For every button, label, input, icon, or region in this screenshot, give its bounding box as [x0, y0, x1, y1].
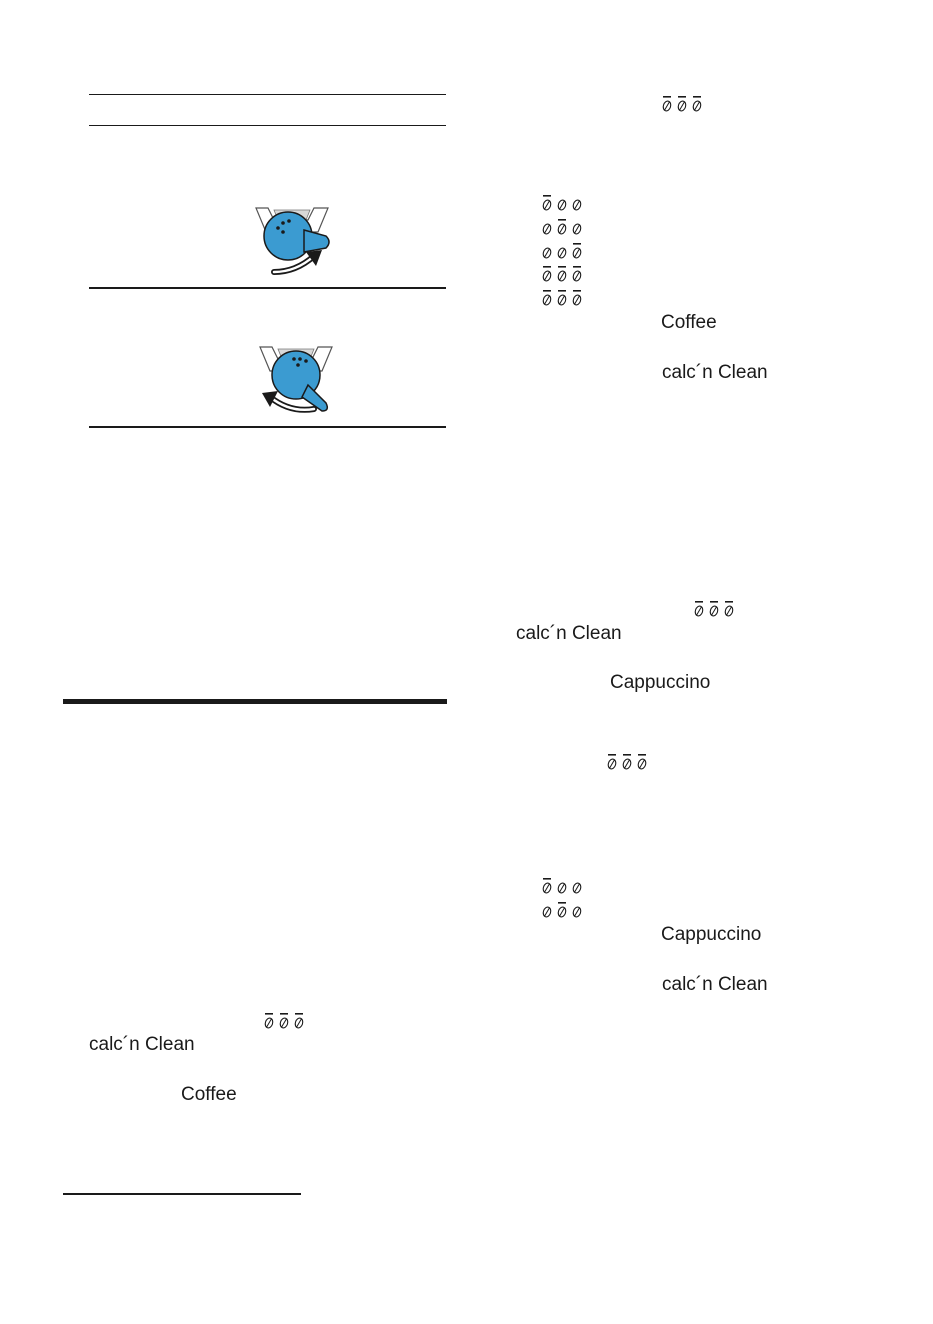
table-row-rule	[89, 287, 446, 289]
bean-row-list-a-4	[541, 266, 583, 282]
coffee-bean-icon	[556, 266, 568, 282]
coffee-label-left: Coffee	[181, 1084, 237, 1105]
bean-row-list-a-3	[541, 243, 583, 259]
spout-rotate-clockwise-icon	[252, 206, 332, 276]
coffee-bean-icon	[293, 1013, 305, 1029]
coffee-bean-icon	[571, 902, 583, 918]
calc-clean-label-right-1: calc´n Clean	[662, 362, 768, 383]
coffee-bean-icon	[571, 878, 583, 894]
coffee-bean-icon	[556, 878, 568, 894]
table-bottom-rule	[89, 426, 446, 428]
bean-row-left-low	[263, 1013, 305, 1029]
bean-row-list-a-2	[541, 219, 583, 235]
section-heading-rule	[63, 699, 447, 704]
coffee-bean-icon	[723, 601, 735, 617]
coffee-bean-icon	[541, 878, 553, 894]
table-top-rule	[89, 94, 446, 95]
coffee-bean-icon	[571, 290, 583, 306]
coffee-bean-icon	[708, 601, 720, 617]
bean-row-list-b-2	[541, 902, 583, 918]
coffee-bean-icon	[278, 1013, 290, 1029]
footnote-separator	[63, 1193, 301, 1195]
coffee-bean-icon	[556, 195, 568, 211]
coffee-bean-icon	[541, 290, 553, 306]
coffee-bean-icon	[556, 219, 568, 235]
coffee-bean-icon	[606, 754, 618, 770]
bean-row-top	[661, 96, 703, 112]
coffee-label-right: Coffee	[661, 312, 717, 333]
coffee-bean-icon	[556, 243, 568, 259]
bean-row-mid-lower	[606, 754, 648, 770]
coffee-bean-icon	[693, 601, 705, 617]
bean-row-mid-right	[693, 601, 735, 617]
bean-row-list-b-1	[541, 878, 583, 894]
coffee-bean-icon	[691, 96, 703, 112]
coffee-bean-icon	[556, 902, 568, 918]
coffee-bean-icon	[556, 290, 568, 306]
coffee-bean-icon	[571, 219, 583, 235]
coffee-bean-icon	[541, 243, 553, 259]
coffee-bean-icon	[571, 195, 583, 211]
coffee-bean-icon	[263, 1013, 275, 1029]
calc-clean-label-right-3: calc´n Clean	[662, 974, 768, 995]
calc-clean-label-left: calc´n Clean	[89, 1034, 195, 1055]
coffee-bean-icon	[676, 96, 688, 112]
spout-rotate-counterclockwise-icon	[256, 345, 336, 415]
coffee-bean-icon	[661, 96, 673, 112]
bean-row-list-a-5	[541, 290, 583, 306]
coffee-bean-icon	[636, 754, 648, 770]
bean-row-list-a-1	[541, 195, 583, 211]
coffee-bean-icon	[541, 195, 553, 211]
calc-clean-label-right-2: calc´n Clean	[516, 623, 622, 644]
cappuccino-label-right-1: Cappuccino	[610, 672, 711, 693]
coffee-bean-icon	[571, 243, 583, 259]
coffee-bean-icon	[571, 266, 583, 282]
coffee-bean-icon	[621, 754, 633, 770]
coffee-bean-icon	[541, 266, 553, 282]
table-header-rule	[89, 125, 446, 126]
coffee-bean-icon	[541, 902, 553, 918]
cappuccino-label-right-2: Cappuccino	[661, 924, 762, 945]
coffee-bean-icon	[541, 219, 553, 235]
